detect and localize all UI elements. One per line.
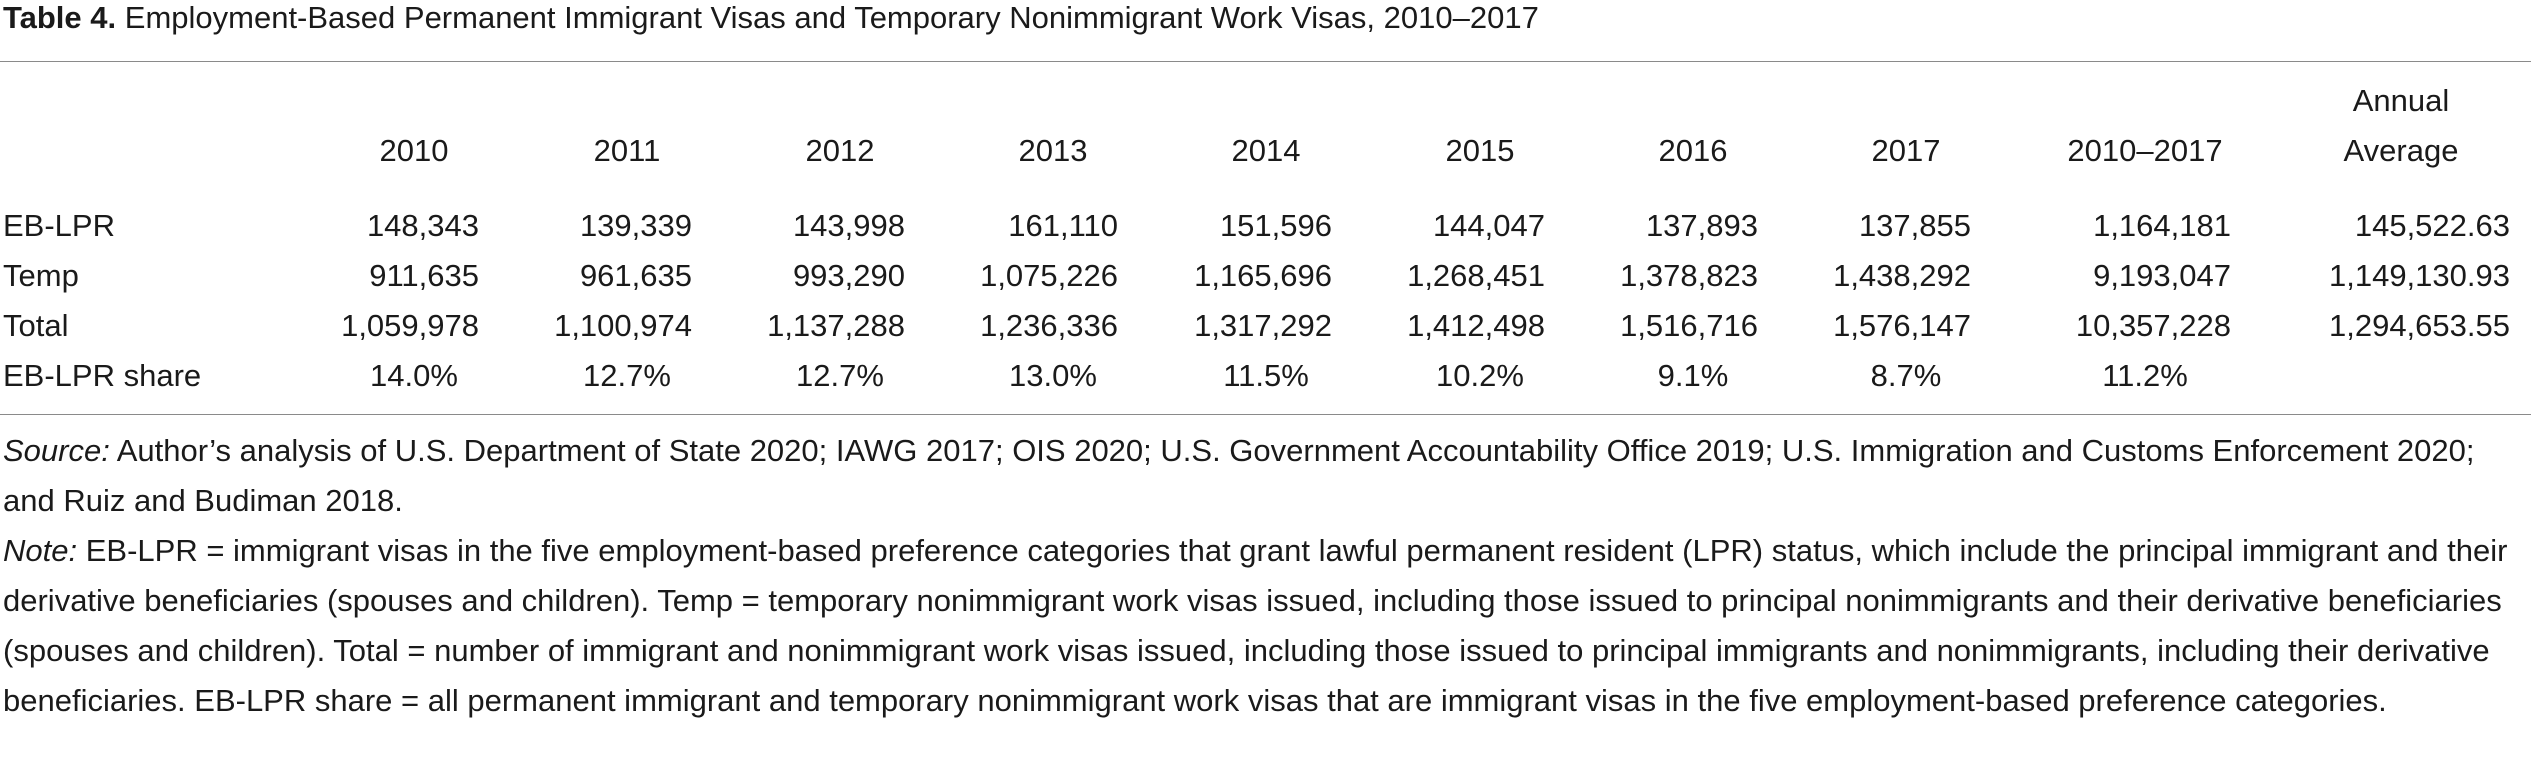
column-header-2010-2017: 2010–2017 — [2067, 133, 2223, 168]
source-note — [3, 426, 2528, 526]
column-header-2016: 2016 — [1658, 133, 1728, 168]
table-cell: 137,855 — [1858, 208, 1971, 243]
table-cell: 10.2% — [1436, 358, 1524, 393]
table-cell: 1,294,653.55 — [2328, 308, 2510, 343]
table-cell: 1,516,716 — [1620, 308, 1758, 343]
table-cell: 1,137,288 — [767, 308, 905, 343]
table-title: Employment-Based Permanent Immigrant Visas and Temporary Nonimmigrant Work Visas, 2010–2017 — [124, 0, 1539, 35]
table-cell: 12.7% — [583, 358, 671, 393]
source-text: Author’s analysis of U.S. Department of State 2020; IAWG 2017; OIS 2020; U.S. Government Accountability Office 2019; U.S. Immigration and Customs Enforcement 2020; and Ruiz and Budiman 2018. — [3, 433, 2475, 518]
table-cell: 10,357,228 — [2075, 308, 2231, 343]
row-label-eb-lpr: EB-LPR — [3, 208, 115, 243]
table-cell: 1,317,292 — [1194, 308, 1332, 343]
row-label-total: Total — [3, 308, 69, 343]
table-number: Table 4. — [3, 0, 117, 35]
table-cell: 1,438,292 — [1833, 258, 1971, 293]
note-label: Note: — [3, 533, 78, 568]
definition-note — [3, 526, 2528, 726]
column-header-2017: 2017 — [1871, 133, 1941, 168]
table-cell: 1,075,226 — [980, 258, 1118, 293]
table-cell: 1,236,336 — [980, 308, 1118, 343]
table-cell: 12.7% — [796, 358, 884, 393]
table-cell: 961,635 — [579, 258, 692, 293]
table-cell: 11.2% — [2102, 358, 2188, 393]
column-header-2012: 2012 — [805, 133, 875, 168]
column-header-2010: 2010 — [379, 133, 449, 168]
table-cell: 1,576,147 — [1833, 308, 1971, 343]
row-label-eb-lpr-share: EB-LPR share — [3, 358, 202, 393]
source-label: Source: — [3, 433, 110, 468]
table-cell: 143,998 — [792, 208, 905, 243]
column-header-annual: Annual — [2352, 83, 2450, 118]
table-cell: 1,100,974 — [554, 308, 692, 343]
column-header-2011: 2011 — [593, 133, 661, 168]
table-cell: 137,893 — [1645, 208, 1758, 243]
bottom-rule — [0, 414, 2531, 415]
column-header-2015: 2015 — [1445, 133, 1515, 168]
table-cell: 1,412,498 — [1407, 308, 1545, 343]
table-cell: 8.7% — [1870, 358, 1942, 393]
column-header-average: Average — [2343, 133, 2459, 168]
table-cell: 1,165,696 — [1194, 258, 1332, 293]
table-cell: 1,059,978 — [341, 308, 479, 343]
table-cell: 993,290 — [792, 258, 905, 293]
table-cell: 9,193,047 — [2093, 258, 2231, 293]
table-cell: 144,047 — [1432, 208, 1545, 243]
table-cell: 1,164,181 — [2093, 208, 2231, 243]
table-cell: 911,635 — [369, 258, 479, 293]
table-cell: 145,522.63 — [2354, 208, 2510, 243]
table-cell: 161,110 — [1008, 208, 1118, 243]
row-label-temp: Temp — [3, 258, 79, 293]
table-cell: 11.5% — [1223, 358, 1309, 393]
table-cell: 139,339 — [579, 208, 692, 243]
table-cell: 13.0% — [1009, 358, 1097, 393]
column-header-2013: 2013 — [1018, 133, 1088, 168]
table-cell: 1,149,130.93 — [2328, 258, 2510, 293]
table-cell: 1,378,823 — [1620, 258, 1758, 293]
table-cell: 1,268,451 — [1407, 258, 1545, 293]
table-cell: 9.1% — [1657, 358, 1729, 393]
table-notes — [3, 426, 2528, 726]
table-cell: 151,596 — [1219, 208, 1332, 243]
column-header-2014: 2014 — [1231, 133, 1301, 168]
table-caption — [3, 0, 1539, 36]
note-text: EB-LPR = immigrant visas in the five employment-based preference categories that grant lawful permanent resident (LPR) status, which include the principal immigrant and their derivative beneficiaries (spouses and children). Temp = temporary nonimmigrant work visas issued, including those issued to principal nonimmigrants and their derivative beneficiaries (spouses and children). Total = number of immigrant and nonimmigrant work visas issued, including those issued to principal immigrants and nonimmigrants, including their derivative beneficiaries. EB-LPR share = all permanent immigrant and temporary nonimmigrant work visas that are immigrant visas in the five employment-based preference categories. — [3, 533, 2508, 718]
table-cell: 14.0% — [370, 358, 458, 393]
table-cell: 148,343 — [366, 208, 479, 243]
top-rule — [0, 61, 2531, 62]
